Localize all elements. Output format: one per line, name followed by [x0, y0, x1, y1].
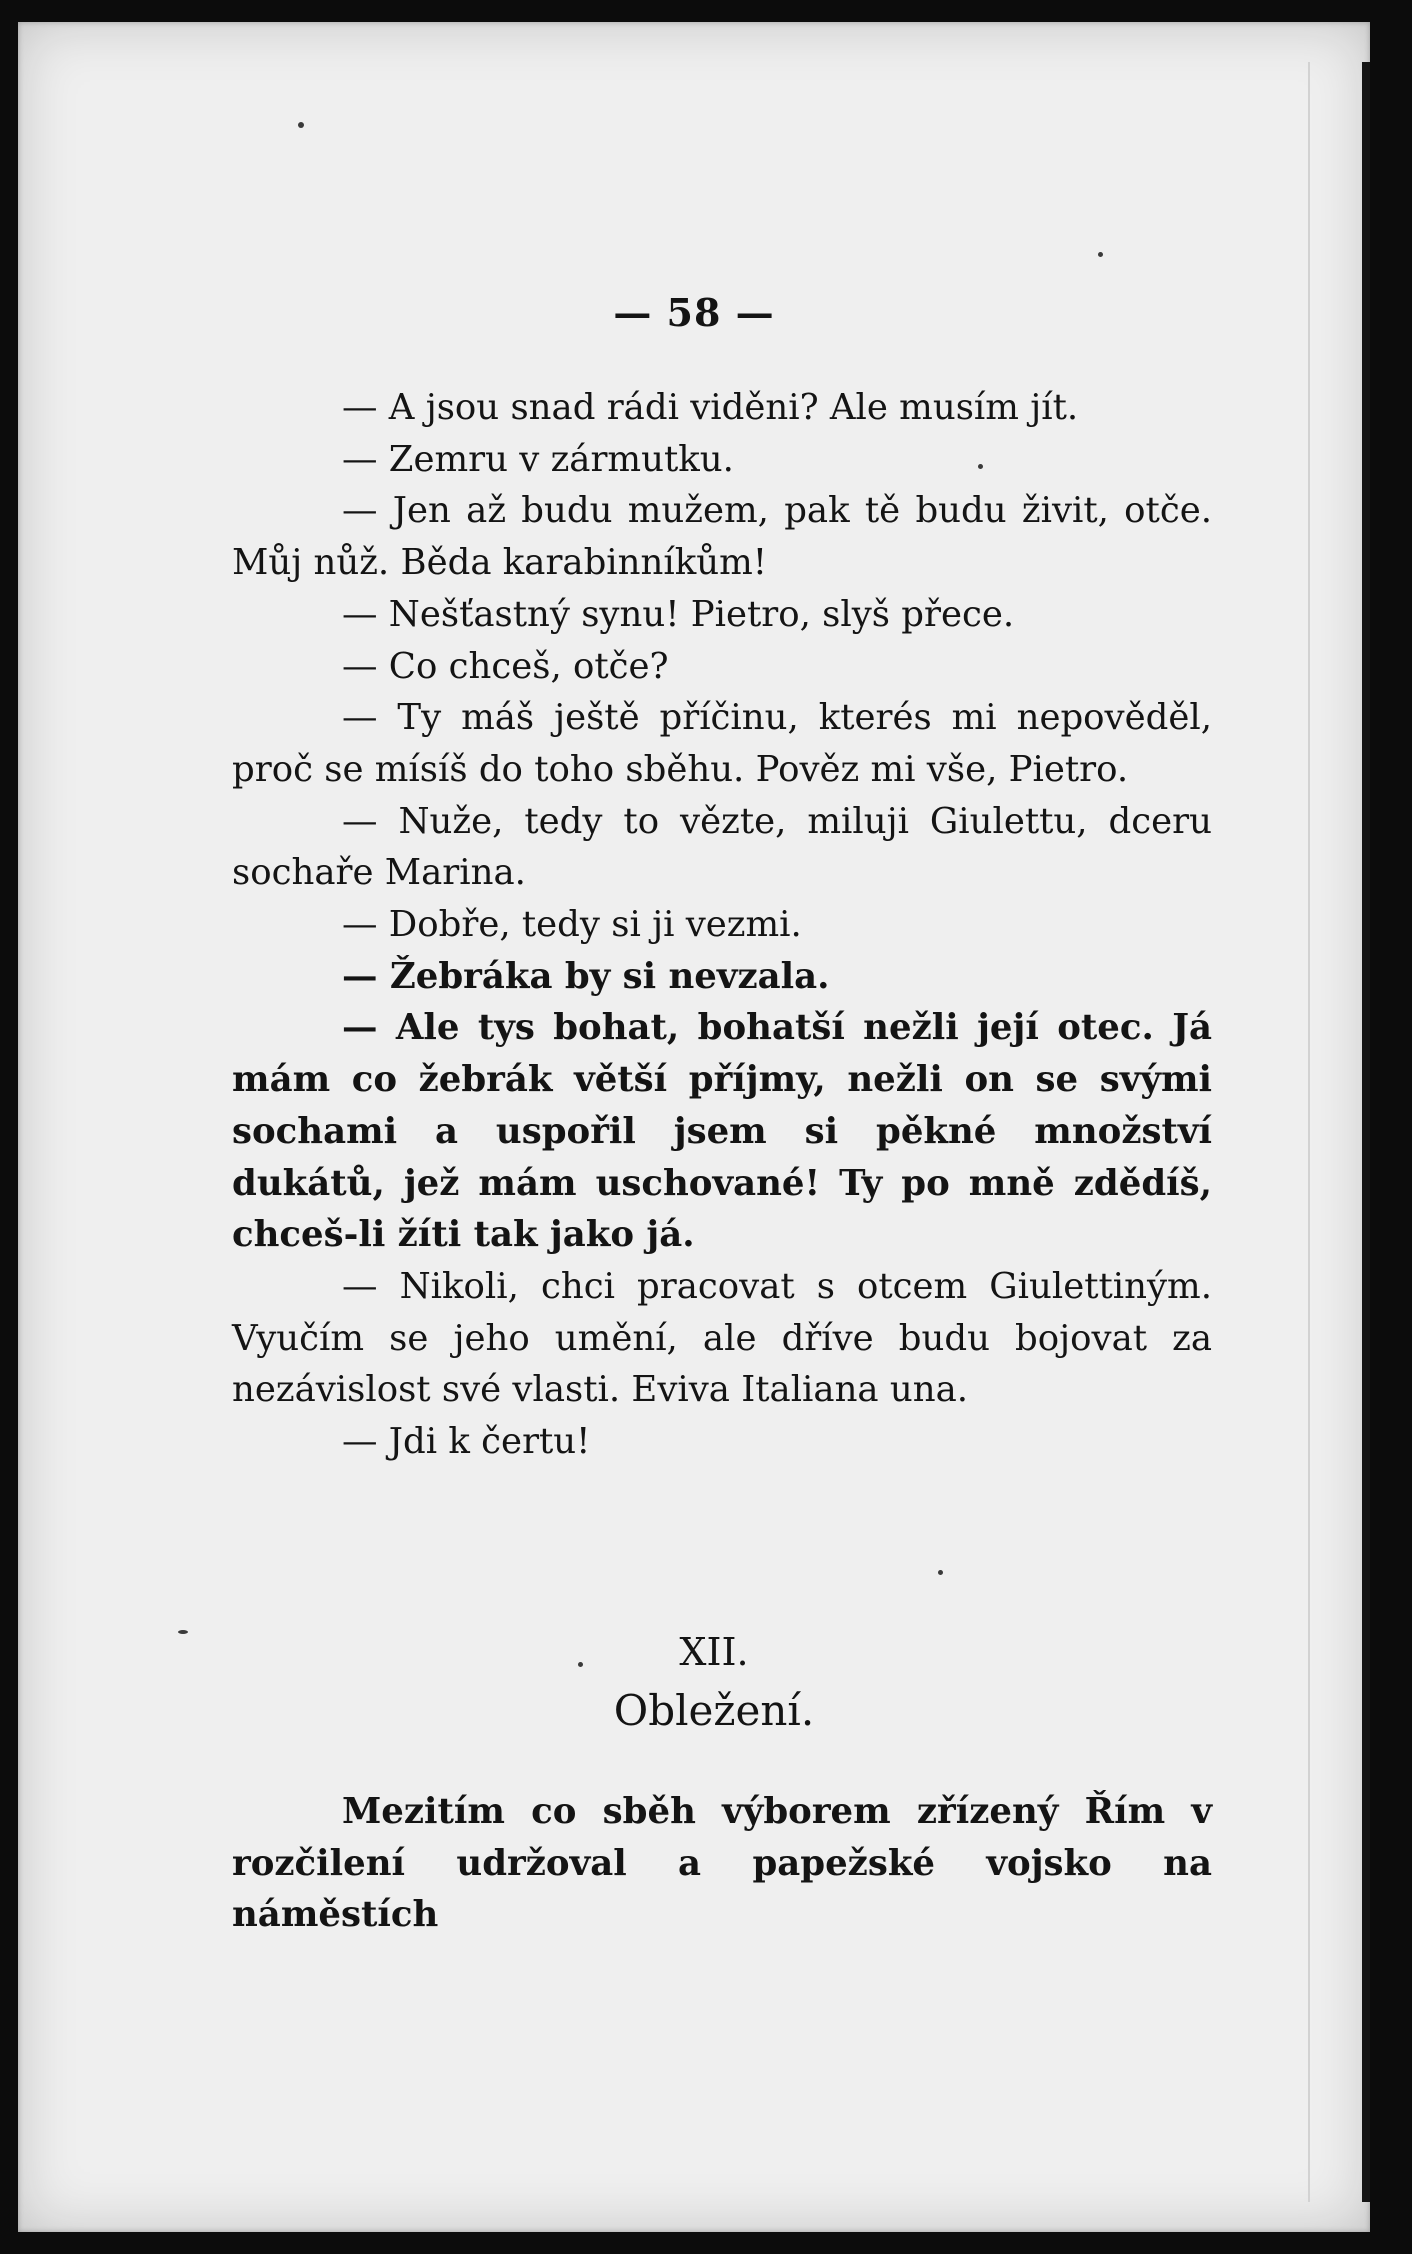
page-edge-line — [1308, 62, 1310, 2202]
dialogue-line: — Dobře, tedy si ji vezmi. — [342, 904, 802, 946]
closing-paragraph: Mezitím co sběh výborem zřízený Řím v rozčilení udržoval a papežské vojsko na náměstích — [232, 1791, 1212, 1936]
print-speck — [978, 464, 983, 469]
dialogue-line: — Nešťastný synu! Pietro, slyš přece. — [342, 593, 1015, 635]
dialogue-line: — Ty máš ještě příčinu, kterés mi nepověděl, proč se mísíš do toho sběhu. Pověz mi vše, Pietro. — [232, 697, 1212, 790]
print-speck — [298, 122, 304, 128]
print-speck — [178, 1630, 188, 1634]
print-speck — [1098, 252, 1103, 257]
book-page — [18, 22, 1370, 2232]
dialogue-line: — Zemru v zármutku. — [342, 438, 734, 480]
dialogue-line: — Jen až budu mužem, pak tě budu živit, otče. Můj nůž. Běda karabinníkům! — [232, 490, 1212, 584]
closing-paragraph-block — [232, 1786, 1212, 1941]
dialogue-line: — Co chceš, otče? — [342, 645, 669, 687]
chapter-heading — [18, 1627, 1370, 1741]
page-edge-shadow — [1362, 62, 1370, 2202]
chapter-title: Obležení. — [613, 1686, 815, 1735]
chapter-number: XII. — [679, 1630, 749, 1674]
dialogue-text — [232, 382, 1212, 1468]
page-number: — 58 — — [613, 290, 775, 335]
dialogue-line: — Nikoli, chci pracovat s otcem Giulettiným. Vyučím se jeho umění, ale dříve budu bojovat za nezávislost své vlasti. Eviva Italiana una. — [232, 1265, 1212, 1411]
dialogue-line: — Jdi k čertu! — [342, 1421, 591, 1463]
print-speck — [578, 1662, 583, 1667]
dialogue-line: — Ale tys bohat, bohatší nežli její otec. Já mám co žebrák větší příjmy, nežli on se svými sochami a uspořil jsem si pěkné množství dukátů, jež mám uschované! Ty po mně zdědíš, chceš-li žíti tak jako já. — [232, 1007, 1212, 1256]
dialogue-line: — Žebráka by si nevzala. — [342, 955, 830, 997]
dialogue-line: — A jsou snad rádi viděni? Ale musím jít. — [342, 387, 1079, 428]
dialogue-line: — Nuže, tedy to vězte, miluji Giulettu, dceru sochaře Marina. — [232, 800, 1212, 894]
print-speck — [938, 1570, 943, 1575]
